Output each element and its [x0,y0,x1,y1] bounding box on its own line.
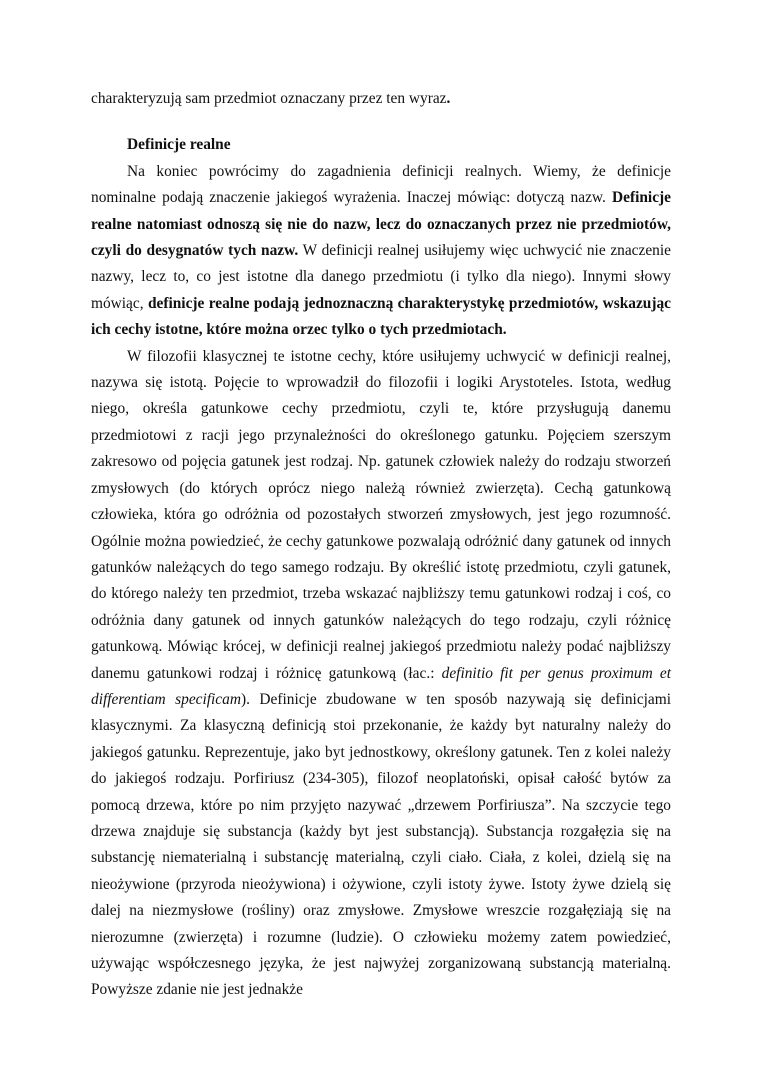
para1-bold-2: definicje realne podają jednoznaczną charakterystykę przedmiotów, wskazując ich cechy istotne, które można orzec tylko o tych przedmiotach. [91,294,671,339]
intro-text: charakteryzują sam przedmiot oznaczany przez ten wyraz [91,90,447,107]
para1-sentence-2: W definicji realnej usiłujemy więc uchwycić nie znaczenie nazwy, lecz to, co jest istotne dla danego przedmiotu (i tylko dla niego). Innymi słowy mówiąc, [91,242,671,312]
intro-line [91,86,671,112]
section-heading: Definicje realne [127,136,231,154]
intro-end-mark: . [446,90,451,107]
para2-sentence-2: ). Definicje zbudowane w ten sposób nazywają się definicjami klasycznymi. Za klasyczną definicją stoi przekonanie, że każdy byt naturalny należy do jakiegoś gatunku. Reprezentuje, jako byt jednostkowy, określony gatunek. Ten z kolei należy do jakiegoś rodzaju. Porfiriusz (234-305), filozof neoplatoński, opisał całość bytów za pomocą drzewa, które po nim przyjęto nazywać „drzewem Porfiriusza”. Na szczycie tego drzewa znajduje się substancja (każdy byt jest substancją). Substancja rozgałęzia się na substancję niematerialną i substancję materialną, czyli ciało. Ciała, z kolei, dzielą się na nieożywione (przyroda nieożywiona) i ożywione, czyli istoty żywe. Istoty żywe dzielą się dalej na niezmysłowe (rośliny) oraz zmysłowe. Zmysłowe wreszcie rozgałęziają się na nierozumne (zwierzęta) i rozumne (ludzie). O człowieku możemy zatem powiedzieć, używając współczesnego języka, że jest najwyżej zorganizowaną substancją materialną. Powyższe zdanie nie jest jednakże [91,690,671,999]
para1-sentence-1: Na koniec powrócimy do zagadnienia definicji realnych. Wiemy, że definicje nominalne podają znaczenie jakiegoś wyrażenia. Inaczej mówiąc: dotyczą nazw. [91,162,671,207]
paragraph-essence [91,344,671,1004]
para1-bold-1: Definicje realne natomiast odnoszą się nie do nazw, lecz do oznaczanych przez nie przedmiotów, czyli do desygnatów tych nazw. [91,189,671,260]
text-body [91,86,671,1004]
paragraph-real-definitions [91,159,671,344]
para2-latin-phrase: definitio fit per genus proximum et differentiam specificam [91,664,672,708]
para2-sentence-1: W filozofii klasycznej te istotne cechy, które usiłujemy uchwycić w definicji realnej, nazywa się istotą. Pojęcie to wprowadził do filozofii i logiki Arystoteles. Istota, według niego, określa gatunkowe cechy przedmiotu, czyli te, które przysługują danemu przedmiotowi z racji jego przynależności do określonego gatunku. Pojęciem szerszym zakresowo od pojęcia gatunek jest rodzaj. Np. gatunek człowiek należy do rodzaju stworzeń zmysłowych (do których oprócz niego należą również zwierzęta). Cechą gatunkową człowieka, która go odróżnia od pozostałych stworzeń zmysłowych, jest jego rozumność. Ogólnie można powiedzieć, że cechy gatunkowe pozwalają odróżnić dany gatunek od innych gatunków należących do tego samego rodzaju. By określić istotę przedmiotu, czyli gatunek, do którego należy ten przedmiot, trzeba wskazać najbliższy temu gatunkowi rodzaj i coś, co odróżnia dany gatunek od innych gatunków należących do tego rodzaju, czyli różnicę gatunkową. Mówiąc krócej, w definicji realnej jakiegoś przedmiotu należy podać najbliższy danemu gatunkowi rodzaj i różnicę gatunkową (łac.: [91,347,671,682]
